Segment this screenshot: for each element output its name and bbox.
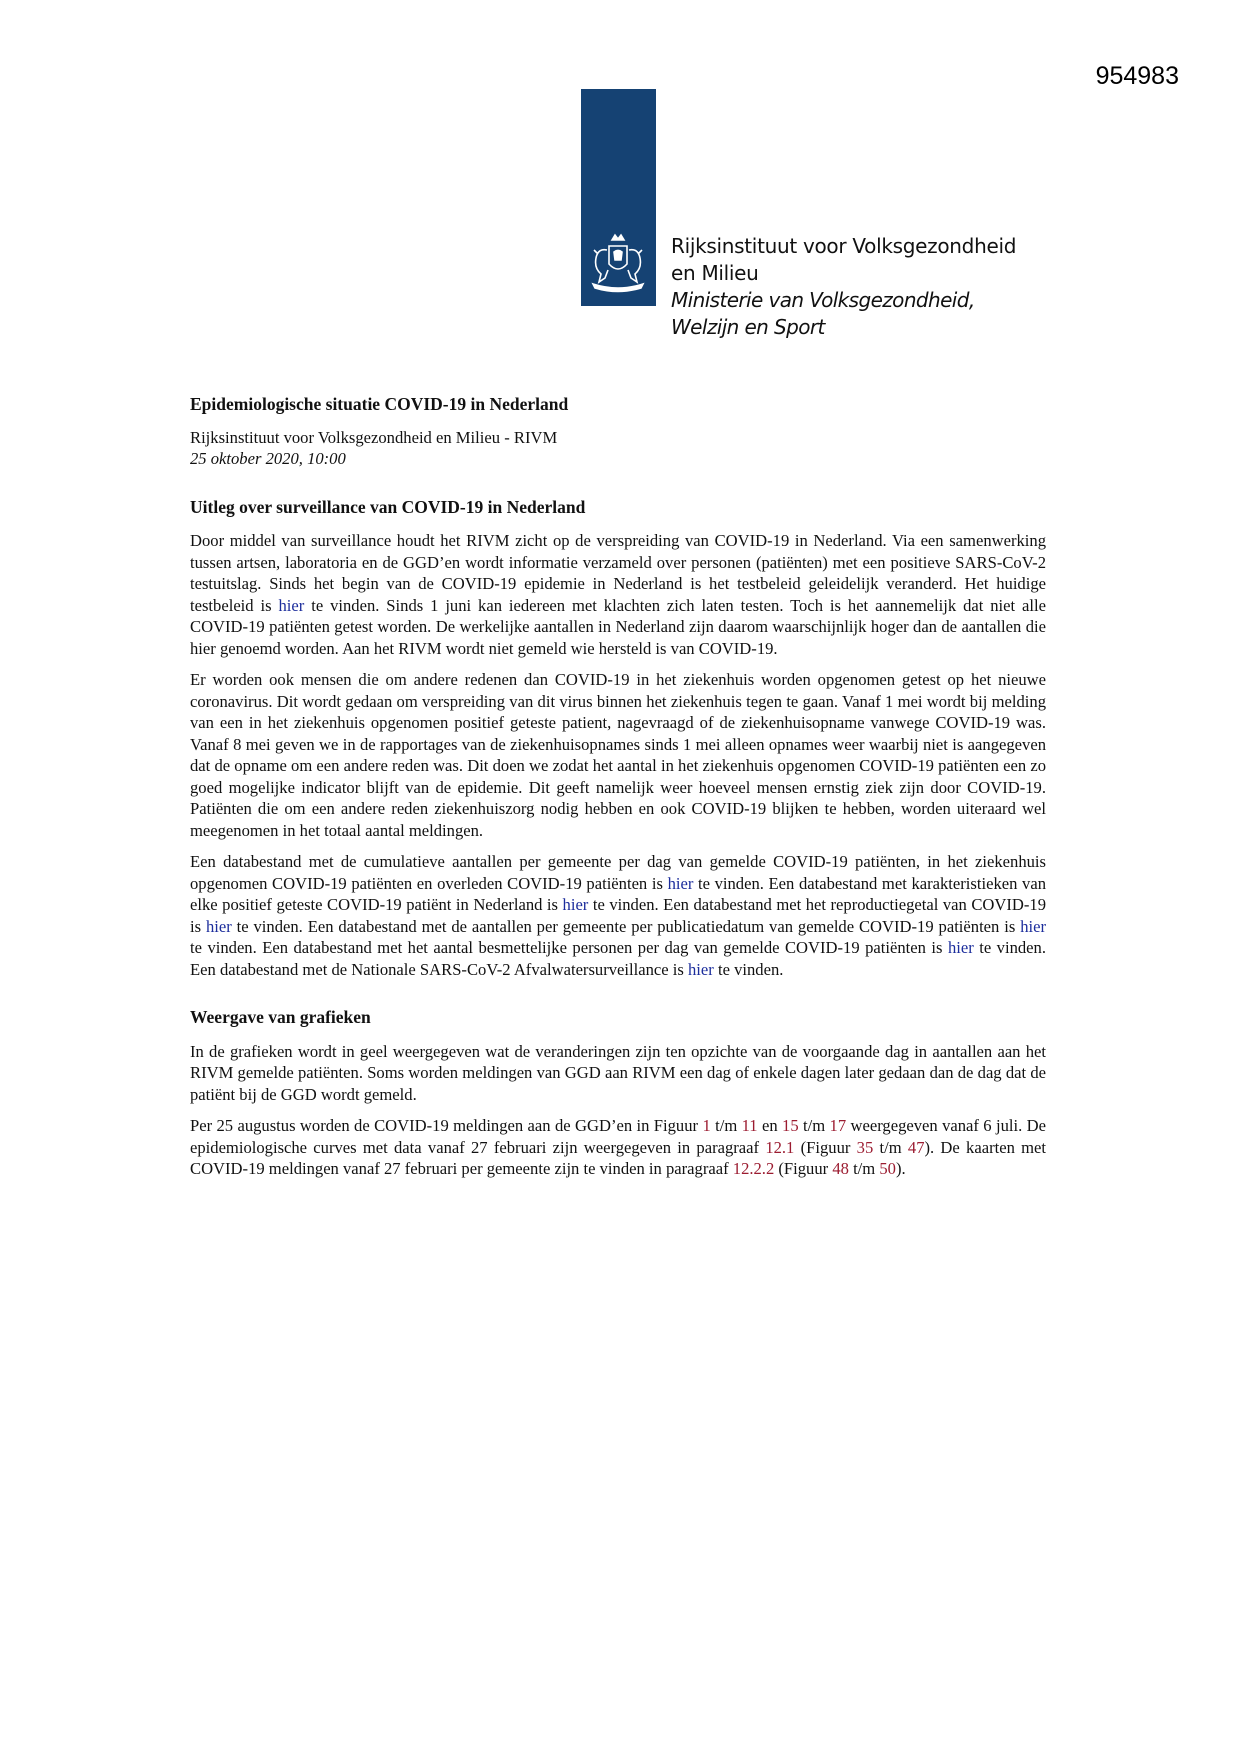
logo-ministry-name: Ministerie van Volksgezondheid, bbox=[671, 288, 975, 312]
paragraph-text: weergegeven vanaf 6 juli. De epidemiologische curves met data vanaf 27 februari zijn weergegeven in paragraaf bbox=[190, 1116, 1046, 1157]
paragraph-text: te vinden. Sinds 1 juni kan iedereen met klachten zich laten testen. Toch is het aannemelijk dat niet alle COVID-19 patiënten getest worden. De werkelijke aantallen in Nederland zijn daarom waarschijnlijk hoger dan de aantallen die hier genoemd worden. Aan het RIVM wordt niet gemeld wie hersteld is van COVID-19. bbox=[190, 595, 1047, 658]
figure-ref-link[interactable]: 50 bbox=[879, 1159, 896, 1178]
paragraph-text: (Figuur bbox=[774, 1159, 833, 1178]
dataset-link-characteristics[interactable]: hier bbox=[562, 895, 589, 914]
figure-ref-link[interactable]: 17 bbox=[829, 1116, 847, 1135]
figure-ref-link[interactable]: 15 bbox=[782, 1116, 799, 1135]
logo-institute-name-2: en Milieu bbox=[671, 261, 759, 285]
section-heading-surveillance: Uitleg over surveillance van COVID-19 in Nederland bbox=[190, 496, 586, 517]
paragraph-text: te vinden. bbox=[713, 959, 784, 979]
paragraph-text: Een databestand met de cumulatieve aantallen per gemeente per dag van gemelde COVID-19 patiënten, in het ziekenhuis opgenomen COVID-19 patiënten en overleden COVID-19 patiënten is bbox=[190, 852, 1046, 893]
section-ref-link[interactable]: 12.2.2 bbox=[732, 1159, 775, 1178]
paragraph-text: t/m bbox=[848, 1159, 880, 1178]
paragraph-text: ). De kaarten met COVID-19 meldingen vanaf 27 februari per gemeente zijn te vinden in paragraaf bbox=[190, 1137, 1047, 1178]
document-title: Epidemiologische situatie COVID-19 in Nederland bbox=[190, 394, 569, 414]
dataset-link-cumulative[interactable]: hier bbox=[667, 873, 694, 893]
document-body bbox=[190, 394, 1046, 1190]
dataset-link-contagious[interactable]: hier bbox=[947, 938, 974, 957]
paragraph-text: (Figuur bbox=[794, 1137, 857, 1157]
logo-institute-name: Rijksinstituut voor Volksgezondheid bbox=[671, 234, 1017, 258]
paragraph-datasets bbox=[190, 851, 1046, 980]
dataset-link-municipality[interactable]: hier bbox=[1020, 916, 1046, 936]
paragraph-text: Per 25 augustus worden de COVID-19 meldingen aan de GGD’en in Figuur bbox=[190, 1116, 703, 1135]
paragraph-text: ). bbox=[895, 1159, 906, 1178]
paragraph-text: te vinden. Een databestand met de aantallen per gemeente per publicatiedatum van gemelde COVID-19 patiënten is bbox=[231, 916, 1021, 936]
paragraph-text: te vinden. Een databestand met het aantal besmettelijke personen per dag van gemelde COVID-19 patiënten is bbox=[190, 938, 948, 957]
paragraph-text: t/m bbox=[710, 1116, 742, 1135]
document-author: Rijksinstituut voor Volksgezondheid en Milieu - RIVM bbox=[190, 427, 558, 447]
section-ref-link[interactable]: 12.1 bbox=[765, 1137, 795, 1157]
paragraph-graphs-yellow: In de grafieken wordt in geel weergegeven wat de veranderingen zijn ten opzichte van de voorgaande dag in aantallen aan het RIVM gemelde patiënten. Soms worden meldingen van GGD aan RIVM een dag of enkele dagen later gedaan dan de dag dat de patiënt bij de GGD wordt gemeld. bbox=[190, 1041, 1046, 1104]
section-heading-graphs: Weergave van grafieken bbox=[190, 1007, 371, 1027]
document-id: 954983 bbox=[1095, 62, 1179, 90]
paragraph-text: t/m bbox=[798, 1116, 830, 1135]
figure-ref-link[interactable]: 11 bbox=[741, 1116, 758, 1135]
figure-ref-link[interactable]: 1 bbox=[702, 1116, 711, 1135]
dataset-link-wastewater[interactable]: hier bbox=[688, 959, 714, 979]
paragraph-text: te vinden. Een databestand met karakteristieken van elke positief geteste COVID-19 patiënt in Nederland is bbox=[190, 873, 1046, 914]
paragraph-text: te vinden. Een databestand met de Nationale SARS-CoV-2 Afvalwatersurveillance is bbox=[190, 938, 1046, 979]
paragraph-text: te vinden. Een databestand met het reproductiegetal van COVID-19 is bbox=[190, 895, 1046, 936]
testbeleid-link[interactable]: hier bbox=[278, 595, 305, 615]
document-date: 25 oktober 2020, 10:00 bbox=[190, 449, 346, 468]
paragraph-text: Door middel van surveillance houdt het RIVM zicht op de verspreiding van COVID-19 in Nederland. Via een samenwerking tussen artsen, laboratoria en de GGD’en wordt informatie verzameld over personen (patiënten) met een positieve SARS-CoV-2 testuitslag. Sinds het begin van de COVID-19 epidemie in Nederland is het testbeleid geleidelijk veranderd. Het huidige testbeleid is bbox=[190, 531, 1046, 615]
paragraph-hospital-testing: Er worden ook mensen die om andere redenen dan COVID-19 in het ziekenhuis worden opgenomen getest op het nieuwe coronavirus. Dit wordt gedaan om verspreiding van dit virus binnen het ziekenhuis tegen te gaan. Vanaf 1 mei wordt bij melding van een in het ziekenhuis opgenomen positief geteste patient, nagevraagd of de ziekenhuisopname vanwege COVID-19 was. Vanaf 8 mei geven we in de rapportages van de ziekenhuisopnames sinds 1 mei alleen opnames weer waarbij niet is aangegeven dat de opname om een andere reden was. Dit doen we zodat het aantal in het ziekenhuis opgenomen COVID-19 patiënten een zo goed mogelijke indicator blijft van de epidemie. Dit geeft namelijk weer hoeveel mensen ernstig ziek zijn door COVID-19. Patiënten die om een andere reden ziekenhuiszorg nodig hebben en ook COVID-19 blijken te hebben, worden uiteraard wel meegenomen in het totaal aantal meldingen. bbox=[190, 670, 1046, 840]
logo-ministry-name-2: Welzijn en Sport bbox=[671, 315, 825, 339]
dataset-link-reproduction[interactable]: hier bbox=[205, 916, 232, 936]
paragraph-text: t/m bbox=[873, 1137, 908, 1157]
figure-ref-link[interactable]: 48 bbox=[832, 1159, 849, 1178]
logo-wordmark bbox=[671, 233, 1016, 341]
figure-ref-link[interactable]: 35 bbox=[856, 1137, 874, 1157]
figure-ref-link[interactable]: 47 bbox=[907, 1137, 925, 1157]
paragraph-figure-references bbox=[190, 1115, 1046, 1180]
paragraph-text: en bbox=[757, 1116, 783, 1135]
royal-coat-of-arms-icon bbox=[583, 230, 653, 300]
paragraph-surveillance-intro bbox=[190, 530, 1046, 659]
